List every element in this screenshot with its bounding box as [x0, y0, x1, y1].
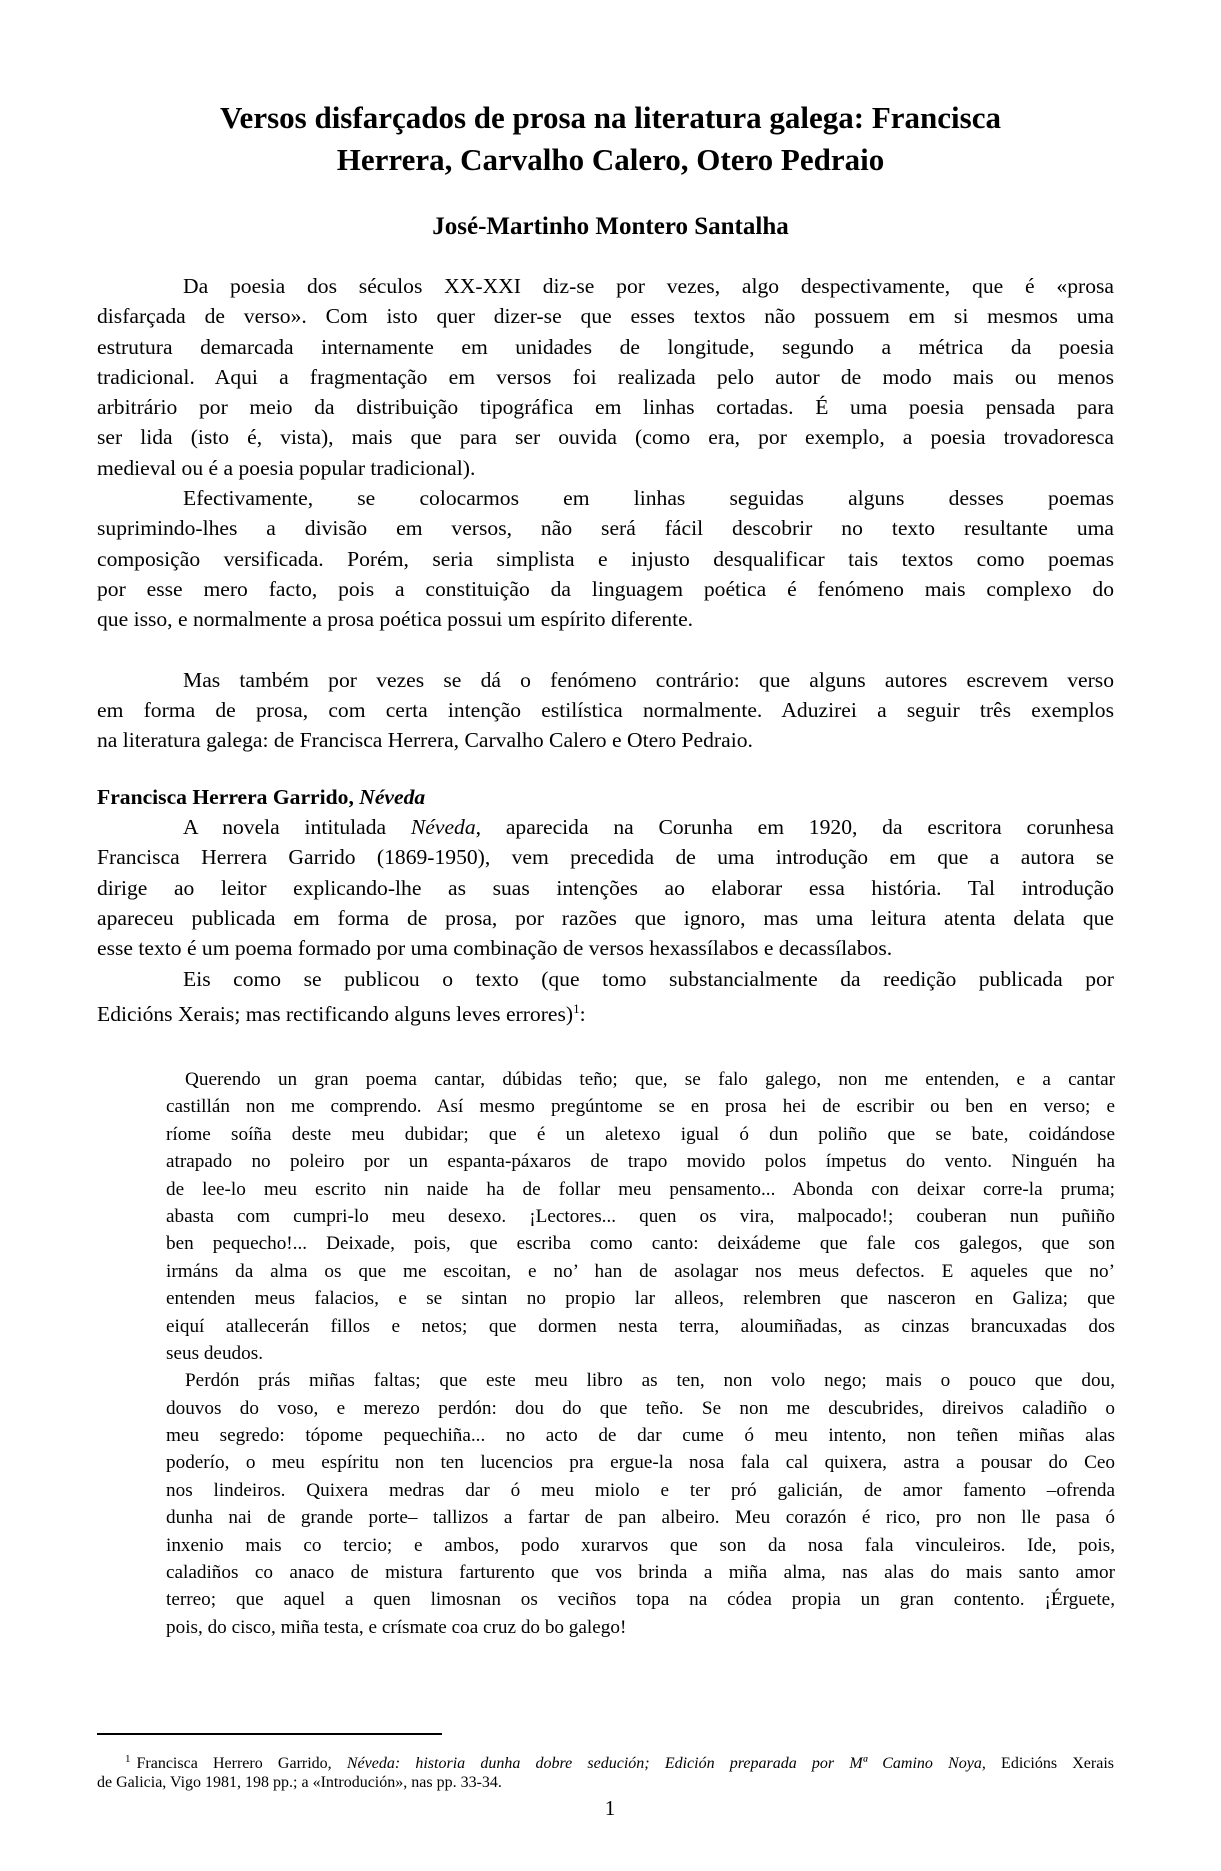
quoted-passage	[166, 1066, 1115, 1641]
title-line: Herrera, Carvalho Calero, Otero Pedraio	[336, 142, 885, 177]
footnote-line	[97, 1748, 1114, 1771]
paragraph-1	[97, 271, 1114, 483]
text-line: disfarçada de verso». Com isto quer dizer-se que esses textos não possuem em si mesmos uma	[97, 304, 1114, 329]
quote-line: de lee-lo meu escrito nin naide ha de follar meu pensamento... Abonda con deixar corre-la pruma;	[166, 1178, 1115, 1200]
text-line: Mas também por vezes se dá o fenómeno contrário: que alguns autores escrevem verso	[183, 667, 1114, 692]
footnote-mark: 1	[125, 1753, 131, 1765]
text-run: Edicións Xerais; mas rectificando alguns leves errores)	[97, 1001, 574, 1026]
quote-line: nos lindeiros. Quixera medras dar ó meu miolo e ter pró galicián, de amor famento –ofrenda	[166, 1479, 1115, 1501]
quote-line: abasta com cumpri-lo meu desexo. ¡Lectores... quen os vira, malpocado!; couberan nun puñiño	[166, 1205, 1115, 1227]
quote-line: inxenio mais co tercio; e ambos, podo xurarvos que son da nosa fala vinculeiros. Ide, pois,	[166, 1534, 1115, 1556]
paragraph-2	[97, 483, 1114, 634]
footnote	[97, 1748, 1114, 1794]
quote-paragraph-2	[166, 1367, 1115, 1641]
text-line: estrutura demarcada internamente em unidades de longitude, segundo a métrica da poesia	[97, 334, 1114, 359]
quote-line: atrapado no poleiro por un espanta-páxaros de trapo movido polos ímpetus do vento. Ninguén ha	[166, 1151, 1115, 1173]
quote-line: terreo; que aquel a quen limosnan os veciños topa na códea propia un gran contento. ¡Érguete,	[166, 1589, 1115, 1611]
section-work-title: Néveda	[359, 784, 426, 809]
quote-line: eiquí atallecerán fillos e netos; que dormen nesta terra, aloumiñadas, as cinzas brancuxadas dos	[166, 1315, 1115, 1337]
quote-line: pois, do cisco, miña testa, e crísmate coa cruz do bo galego!	[166, 1616, 627, 1638]
quote-paragraph-1	[166, 1066, 1115, 1367]
paragraph-5	[97, 964, 1114, 1025]
text-run: A novela intitulada	[183, 815, 411, 840]
text-run: :	[579, 1001, 586, 1026]
text-line: arbitrário por meio da distribuição tipográfica em linhas cortadas. É uma poesia pensada para	[97, 395, 1114, 420]
quote-line: seus deudos.	[166, 1342, 263, 1364]
quote-line: ben pequecho!... Deixade, pois, que escriba como canto: deixádeme que fale cos galegos, que son	[166, 1233, 1115, 1255]
text-line	[97, 994, 1114, 1024]
author-name: José-Martinho Montero Santalha	[432, 213, 789, 240]
text-run: Francisca Herrero Garrido,	[136, 1755, 347, 1772]
quote-line: entenden meus falacios, e se sintan no propio lar alleos, relembren que nasceron en Galiza; que	[166, 1288, 1115, 1310]
footnote-reference[interactable]: 1	[573, 1000, 580, 1016]
text-line: medieval ou é a poesia popular tradicional).	[97, 455, 476, 480]
document-title	[120, 97, 1101, 181]
text-run: , aparecida na Corunha em 1920, da escritora corunhesa	[475, 815, 1114, 840]
quote-line: poderío, o meu espíritu non ten lucencios pra ergue-la nosa fala cal quixera, astra a pousar do Ceo	[166, 1452, 1115, 1474]
section-heading	[97, 782, 1114, 812]
text-line: apareceu publicada em forma de prosa, por razões que ignoro, mas uma leitura atenta delata que	[97, 905, 1114, 930]
text-line: Francisca Herrera Garrido (1869-1950), vem precedida de uma introdução em que a autora se	[97, 845, 1114, 870]
page-number: 1	[604, 1796, 616, 1820]
quote-line: ríome soíña deste meu dubidar; que é un aletexo igual ó dun poliño que se bate, coidándose	[166, 1123, 1115, 1145]
text-line: suprimindo-lhes a divisão em versos, não será fácil descobrir no texto resultante uma	[97, 516, 1114, 541]
text-line: Efectivamente, se colocarmos em linhas seguidas alguns desses poemas	[183, 486, 1114, 511]
quote-line: Querendo un gran poema cantar, dúbidas teño; que, se falo galego, non me entenden, e a cantar	[185, 1069, 1115, 1090]
text-line: Eis como se publicou o texto (que tomo substancialmente da reedição publicada por	[183, 966, 1114, 991]
quote-line: castillán non me comprendo. Así mesmo pregúntome se en prosa hei de escribir ou ben en verso; e	[166, 1096, 1115, 1118]
quote-line: caladiños co anaco de mistura farturento que vos brinda a miña alma, nas alas do mais santo amor	[166, 1562, 1115, 1584]
text-line: esse texto é um poema formado por uma combinação de versos hexassílabos e decassílabos.	[97, 936, 893, 961]
text-line: por esse mero facto, pois a constituição da linguagem poética é fenómeno mais complexo do	[97, 576, 1114, 601]
footnote-separator	[97, 1733, 442, 1735]
text-line: composição versificada. Porém, seria simplista e injusto desqualificar tais textos como poemas	[97, 546, 1114, 571]
italic-citation: Néveda: historia dunha dobre sedución; Edición preparada por Mª Camino Noya	[346, 1755, 982, 1772]
text-line: que isso, e normalmente a prosa poética possui um espírito diferente.	[97, 607, 694, 632]
quote-line: irmáns da alma os que me escoitan, e no’ han de asolagar nos meus defectos. E aqueles que no’	[166, 1260, 1115, 1282]
text-line	[97, 812, 1114, 842]
text-line: tradicional. Aqui a fragmentação em versos foi realizada pelo autor de modo mais ou menos	[97, 364, 1114, 389]
section-author: Francisca Herrera Garrido,	[97, 784, 360, 809]
quote-line: dunha nai de grande porte– tallizos a fartar de pan albeiro. Meu corazón é rico, pro non lle pasa ó	[166, 1507, 1115, 1529]
title-line: Versos disfarçados de prosa na literatura galega: Francisca	[220, 100, 1001, 135]
quote-line: meu segredo: tópome pequechiña... no acto de dar cume ó meu intento, non teñen miñas alas	[166, 1425, 1115, 1447]
text-line: Da poesia dos séculos XX-XXI diz-se por vezes, algo despectivamente, que é «prosa	[183, 274, 1114, 298]
intro-body	[97, 271, 1114, 1024]
footnote-line: de Galicia, Vigo 1981, 198 pp.; a «Introdución», nas pp. 33-34.	[97, 1774, 502, 1791]
text-line: ser lida (isto é, vista), mais que para ser ouvida (como era, por exemplo, a poesia trovadoresca	[97, 425, 1114, 450]
paragraph-4	[97, 812, 1114, 963]
paragraph-3	[97, 665, 1114, 756]
quote-line: Perdón prás miñas faltas; que este meu libro as ten, non volo nego; mais o pouco que dou,	[185, 1370, 1115, 1392]
quote-line: douvos do voso, e merezo perdón: dou do que teño. Se non me descubrides, direivos caladiño o	[166, 1397, 1115, 1419]
text-run: , Edicións Xerais	[981, 1755, 1114, 1772]
text-line: dirige ao leitor explicando-lhe as suas intenções ao elaborar essa história. Tal introdução	[97, 875, 1114, 900]
italic-title: Néveda	[410, 815, 476, 840]
text-line: em forma de prosa, com certa intenção estilística normalmente. Aduzirei a seguir três exemplos	[97, 698, 1114, 723]
text-line: na literatura galega: de Francisca Herrera, Carvalho Calero e Otero Pedraio.	[97, 728, 753, 753]
